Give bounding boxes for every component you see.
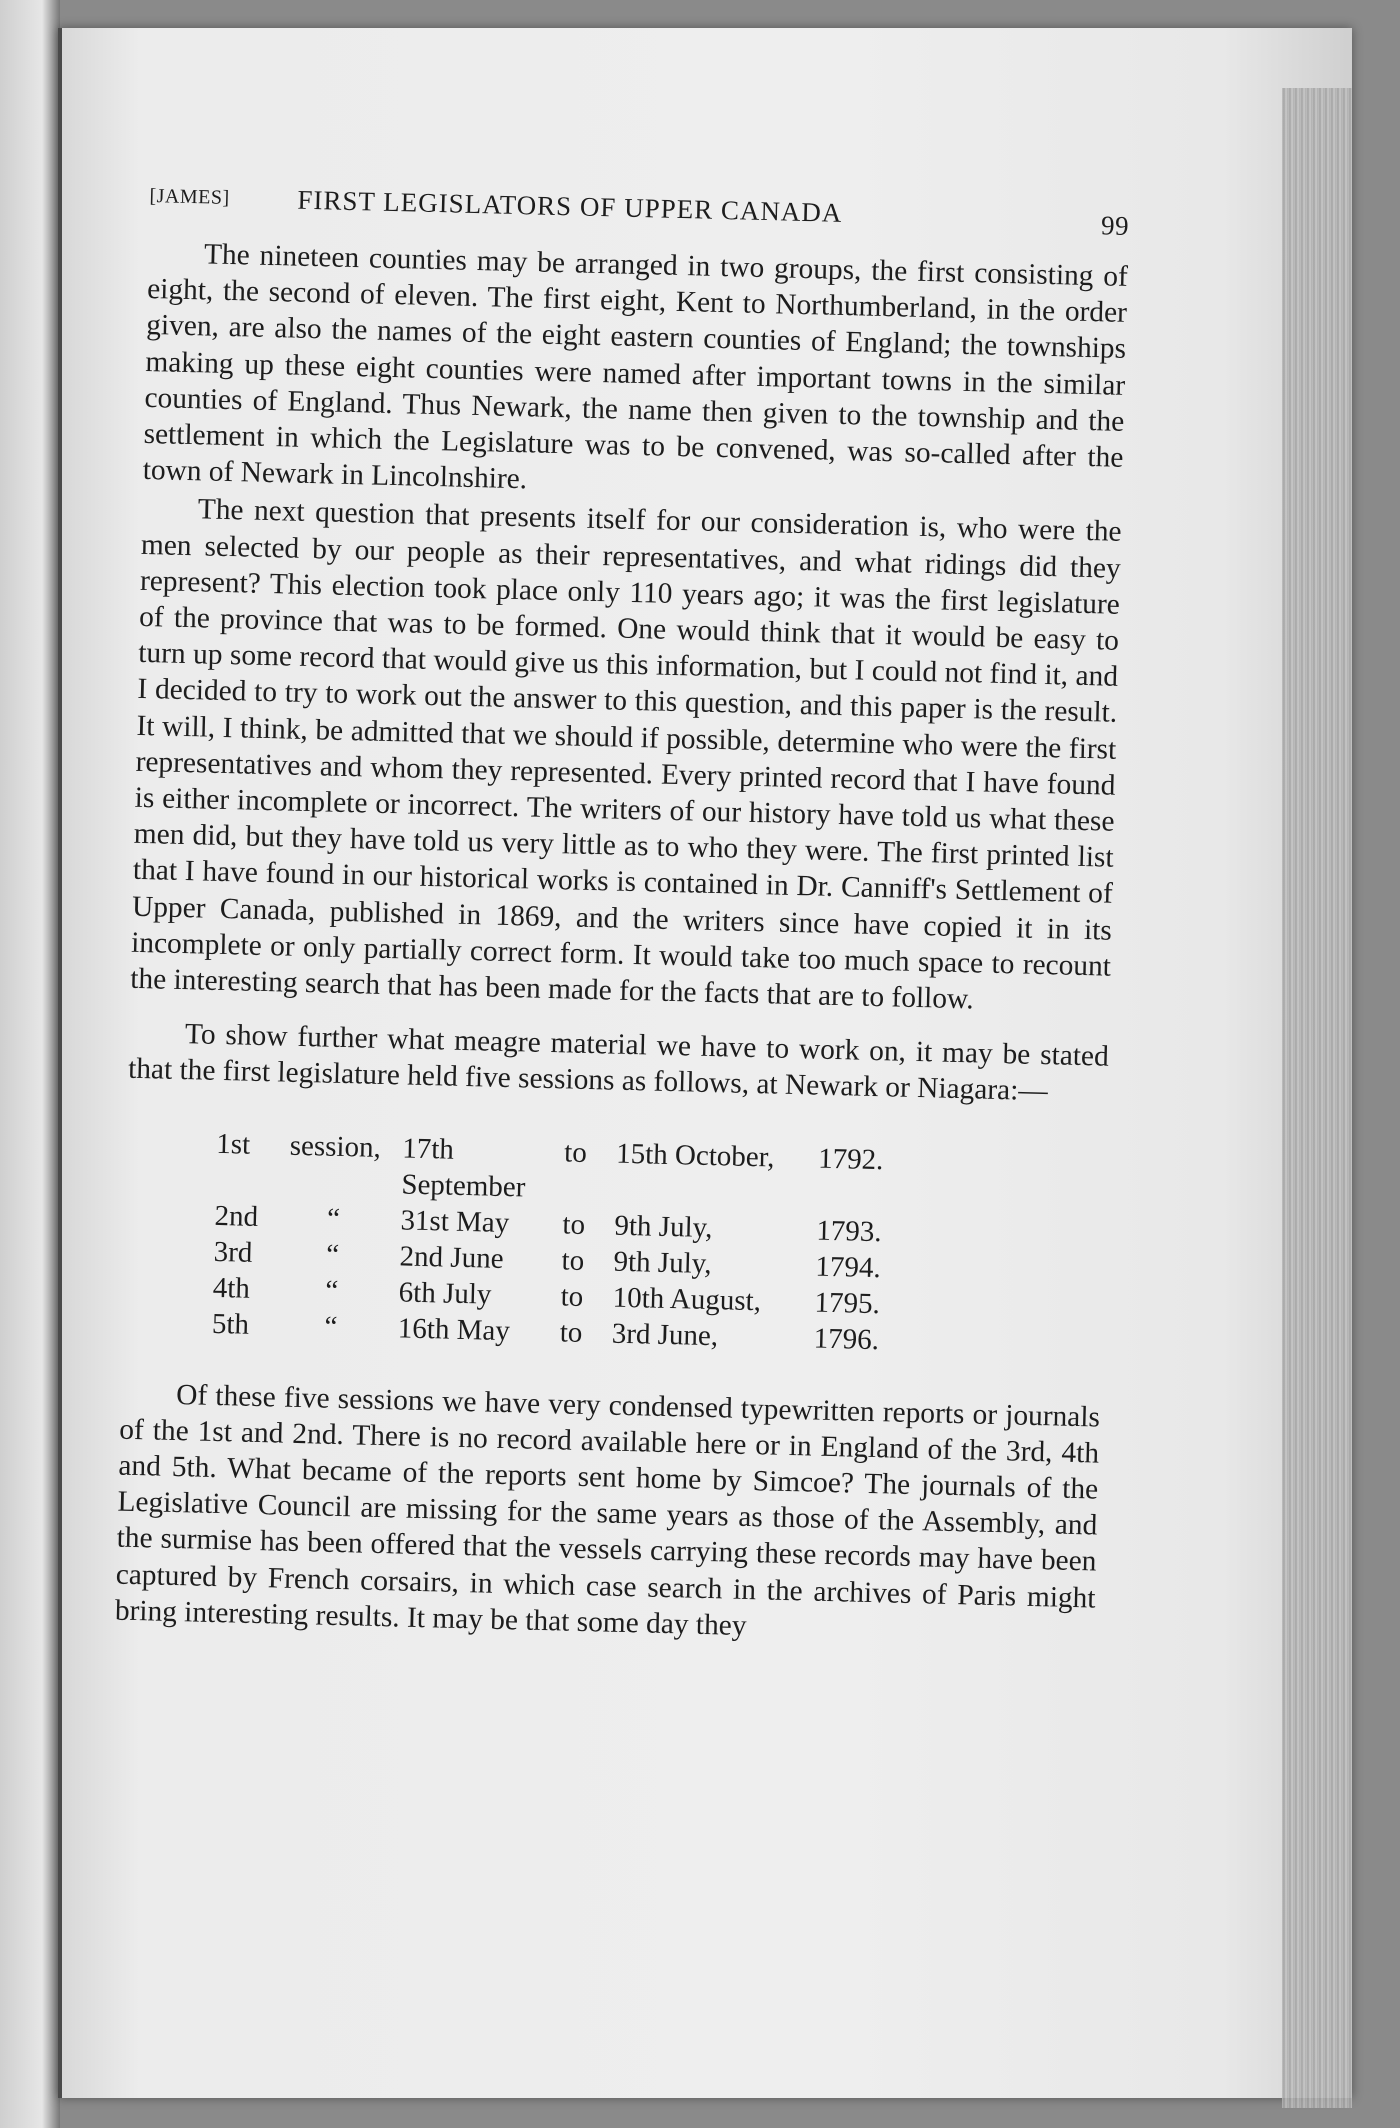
session-to: to — [562, 1208, 586, 1241]
paragraph: The next question that presents itself for our consideration is, who were the men selected by our people as their representatives, and what ridings did they represent? This election took place only 110 years ago; it was the first legislature of the province that was to be formed. One would think that it would be easy to turn up some record that would give us this information, but I could not find it, and I decided to try to work out the answer to this question, and this paper is the result. It will, I think, be admitted that we should if possible, determine who were the first representatives and whom they represented. Every printed record that I have found is either incomplete or incorrect. The writers of our history have told us what these men did, but they have told us very little as to who they were. The first printed list that I have found in our historical works is contained in Dr. Canniff's Settlement of Upper Canada, published in 1869, and the writers since have copied it in its incomplete or only partially correct form. It would take too much space to recount the interesting search that has been made for the facts that are to follow. — [129, 493, 1122, 1016]
page-number: 99 — [1100, 210, 1130, 241]
session-word: “ — [324, 1274, 339, 1307]
running-head-title: FIRST LEGISLATORS OF UPPER CANADA — [297, 184, 843, 228]
session-to: to — [561, 1244, 585, 1277]
session-end: 9th July, — [614, 1209, 713, 1244]
session-year: 1796. — [813, 1322, 880, 1356]
session-year: 1793. — [816, 1214, 883, 1248]
session-end: 9th July, — [613, 1245, 712, 1280]
session-word: “ — [325, 1238, 340, 1271]
session-word: session, — [289, 1129, 382, 1164]
session-ordinal: 3rd — [213, 1235, 253, 1269]
paragraph: Of these five sessions we have very condensed typewritten reports or journals of the 1st and 2nd. There is no record available here or in England of the 3rd, 4th and 5th. What became of the reports sent home by Simcoe? The journals of the Legislative Council are missing for the same years as those of the Assembly, and the surmise has been offered that the vessels carrying these records may have been captured by French corsairs, in which case search in the archives of Paris might bring interesting results. It may be that some day they — [114, 1378, 1101, 1642]
session-to: to — [563, 1136, 588, 1169]
session-ordinal: 2nd — [214, 1199, 259, 1233]
running-head-author: [JAMES] — [149, 184, 230, 209]
page-content — [114, 175, 1129, 1653]
paragraph: To show further what meagre material we have to work on, it may be stated that the first legislature held five sessions as follows, at Newark or Niagara:— — [127, 1018, 1110, 1108]
session-end: 3rd June, — [611, 1317, 719, 1352]
session-start: 31st May — [400, 1204, 510, 1239]
session-to: to — [559, 1316, 583, 1349]
session-word: “ — [326, 1202, 341, 1235]
session-start: 16th May — [397, 1312, 511, 1347]
page-stack-edge — [1282, 88, 1352, 2108]
session-ordinal: 5th — [211, 1307, 250, 1341]
session-ordinal: 1st — [215, 1127, 251, 1161]
session-ordinal: 4th — [212, 1271, 251, 1305]
sessions-table — [212, 1126, 911, 1359]
session-start: 17th September — [401, 1132, 526, 1204]
paragraph: The nineteen counties may be arranged in two groups, the first consisting of eight, the second of eleven. The first eight, Kent to Northumberland, in the order given, are also the names of the eight eastern counties of England; the townships making up these eight counties were named after important towns in the similar counties of England. Thus Newark, the name then given to the township and the settlement in which the Legislature was to be convened, was so-called after the town of Newark in Lincolnshire. — [142, 238, 1129, 496]
session-year: 1792. — [817, 1142, 884, 1176]
session-to: to — [560, 1280, 584, 1313]
session-year: 1794. — [815, 1250, 882, 1284]
session-start: 6th July — [398, 1276, 492, 1311]
session-end: 15th October, — [615, 1137, 775, 1174]
session-word: “ — [324, 1310, 338, 1343]
session-end: 10th August, — [612, 1281, 762, 1317]
session-start: 2nd June — [399, 1240, 504, 1275]
session-year: 1795. — [814, 1286, 881, 1320]
facing-page-edge — [0, 0, 60, 2128]
